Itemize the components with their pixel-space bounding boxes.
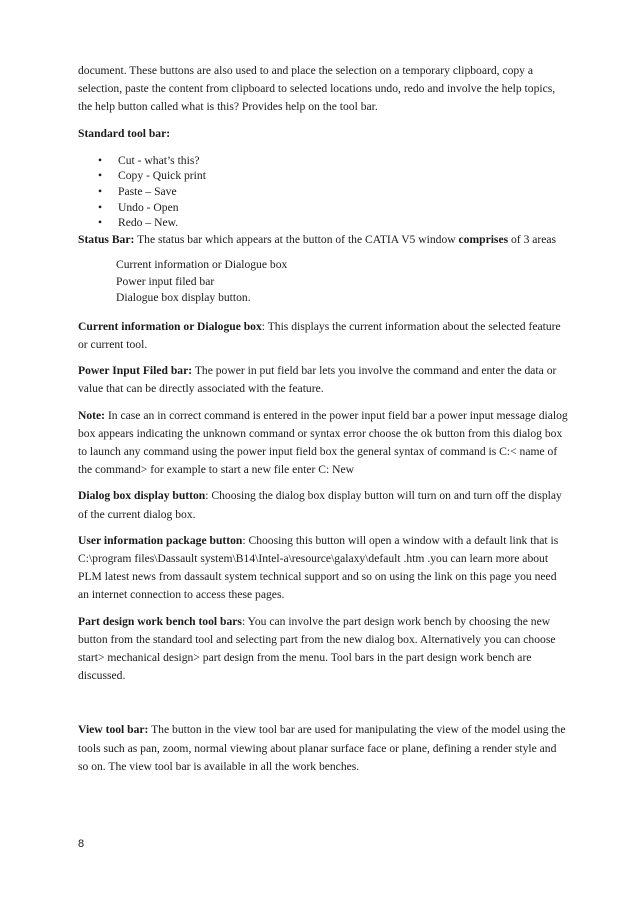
power-input-text: The power in put field bar lets you involve the command and enter the data or value that can be directly associated with the feature.: [78, 364, 557, 396]
intro-paragraph: document. These buttons are also used to and place the selection on a temporary clipboard, copy a selection, paste the content from clipboard to selected locations undo, redo and involve the help topics, the help button called what is this? Provides help on the tool bar.: [78, 64, 556, 114]
note-text: In case an in correct command is entered in the power input field bar a power input message dialog box appears indicating the unknown command or syntax error choose the ok button from this dialog box to launch any command using the power input field box the general syntax of command is C:< name of the command> for example to start a new file enter C: New: [78, 408, 568, 477]
page-number: 8: [78, 838, 85, 850]
status-bar-text-a: The status bar which appears at the button of the CATIA V5 window: [134, 232, 459, 246]
power-input-heading: Power Input Filed bar:: [78, 364, 193, 378]
status-bar-paragraph: [78, 231, 568, 249]
list-item: Current information or Dialogue box: [116, 257, 288, 271]
status-bar-text-b: of 3 areas: [508, 232, 557, 246]
note-paragraph: [78, 407, 568, 480]
list-item: • Undo - Open: [78, 200, 568, 216]
power-input-paragraph: [78, 362, 568, 398]
dialog-box-paragraph: [78, 487, 568, 523]
part-design-heading: Part design work bench tool bars: [78, 614, 242, 628]
status-bar-areas: [78, 257, 568, 307]
list-item: Dialogue box display button.: [116, 291, 251, 305]
part-design-text: : You can involve the part design work bench by choosing the new button from the standard tool and selecting part from the new dialog box. Alternatively you can choose start> mechanical design> part design from the menu. Tool bars in the part design work bench are discussed.: [78, 614, 556, 683]
list-item: • Cut - what’s this?: [78, 153, 568, 169]
dialog-box-text: : Choosing the dialog box display button will turn on and turn off the display of the current dialog box.: [78, 489, 562, 521]
status-bar-bold-word: comprises: [458, 232, 509, 246]
note-heading: Note:: [78, 408, 106, 422]
list-item: • Paste – Save: [78, 184, 568, 200]
part-design-paragraph: [78, 613, 568, 686]
current-info-text: : This displays the current information about the selected feature or current tool.: [78, 319, 561, 351]
dialog-box-heading: Dialog box display button: [78, 489, 206, 503]
standard-toolbar-list: [78, 153, 568, 231]
view-toolbar-heading: View tool bar:: [78, 723, 149, 737]
user-info-paragraph: [78, 532, 568, 605]
current-info-heading: Current information or Dialogue box: [78, 319, 262, 333]
status-bar-heading: Status Bar:: [78, 232, 135, 246]
list-item: • Copy - Quick print: [78, 168, 568, 184]
standard-toolbar-heading: Standard tool bar:: [78, 126, 171, 140]
view-toolbar-text: The button in the view tool bar are used for manipulating the view of the model using the tools such as pan, zoom, normal viewing about planar surface face or plane, defining a render style and so on. The view tool bar is available in all the work benches.: [78, 723, 566, 773]
current-info-paragraph: [78, 318, 568, 354]
user-info-heading: User information package button: [78, 533, 243, 547]
user-info-text: : Choosing this button will open a window with a default link that is C:\program files\Dassault system\B14\Intel-a\resource\galaxy\default .htm .you can learn more about PLM latest news from dassault system technical support and so on using the link on this page you need an internet connection to access these pages.: [78, 533, 559, 602]
list-item: • Redo – New.: [78, 215, 568, 231]
view-toolbar-paragraph: [78, 721, 568, 776]
document-page: [78, 62, 568, 776]
list-item: Power input filed bar: [116, 274, 215, 288]
